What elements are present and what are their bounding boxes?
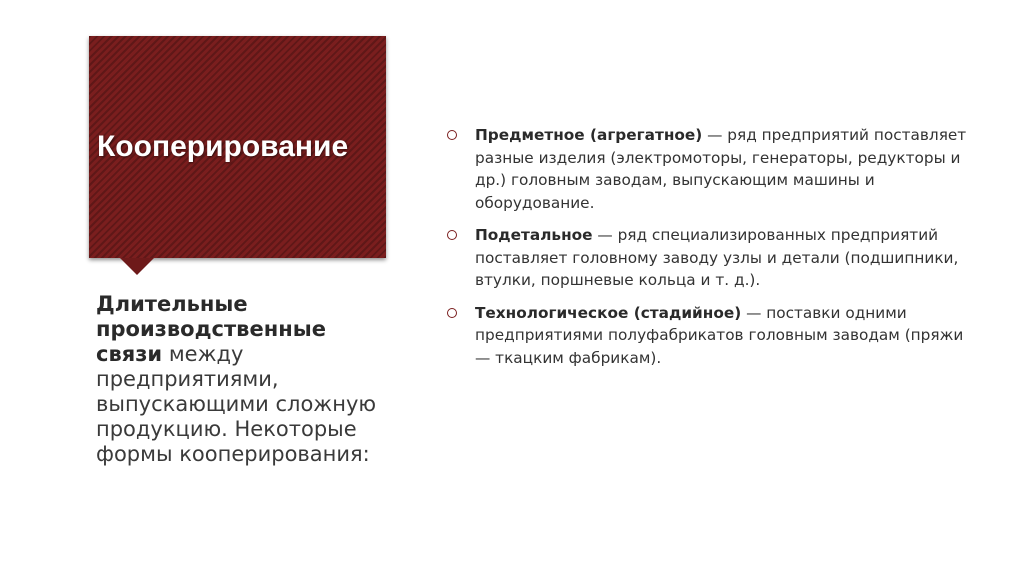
list-item-text: — ряд предприятий поставляет разные изделия (электромоторы, генераторы, редукторы и др.) головным заводам, выпускающим машины и оборудование. [475,126,967,212]
intro-bold-text: Длительные производственные связи [96,292,326,366]
circle-bullet-icon [447,130,457,140]
list-item [447,224,967,292]
title-callout [89,36,386,258]
list-item-term: Подетальное [475,226,593,244]
list-item-term: Предметное (агрегатное) [475,126,703,144]
list-item [447,302,967,370]
list-item [447,124,967,214]
list-item-text: — ряд специализированных предприятий поставляет головному заводу узлы и детали (подшипники, втулки, поршневые кольца и т. д.). [475,226,959,289]
forms-list [447,124,967,379]
intro-rest-text: между предприятиями, выпускающими сложную продукцию. Некоторые формы кооперирования: [96,342,377,466]
list-item-text: — поставки одними предприятиями полуфабрикатов головным заводам (пряжи — ткацким фабрикам). [475,303,964,367]
slide-title: Кооперирование [97,130,349,163]
circle-bullet-icon [447,230,457,240]
list-item-term: Технологическое (стадийное) [475,303,742,322]
circle-bullet-icon [447,308,457,318]
intro-text [96,292,386,467]
